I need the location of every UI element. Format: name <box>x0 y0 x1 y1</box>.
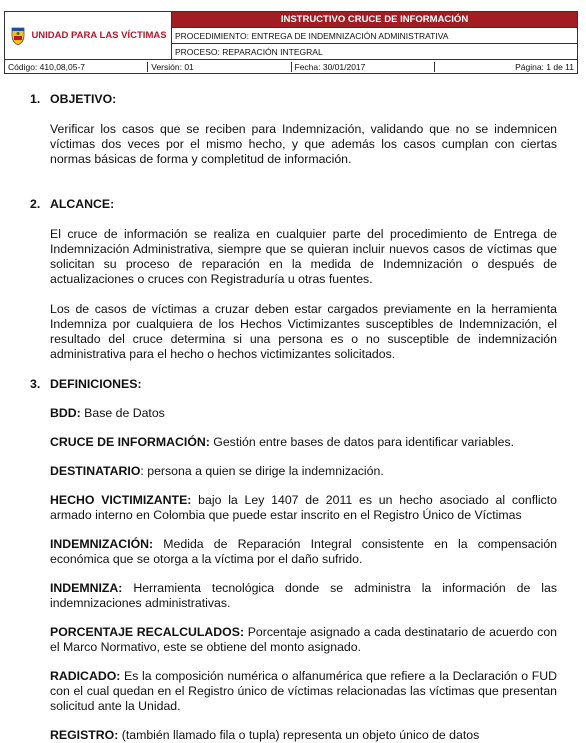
colombia-coat-of-arms-icon <box>9 26 27 46</box>
alcance-paragraph-2: Los de casos de víctimas a cruzar deben estar cargados previamente en la herramienta Indemniza por cualquiera de los Hechos Victimizantes susceptibles de Indemnización, el resultado del cruce determina si una persona es o no susceptible de indemnización administrativa para el hecho o hechos victimizantes solicitados. <box>50 302 557 361</box>
meta-row <box>5 60 578 74</box>
definition-item: DESTINATARIO: persona a quien se dirige la indemnización. <box>50 464 384 478</box>
definition-item: HECHO VICTIMIZANTE: bajo la Ley 1407 de 2011 es un hecho asociado al conflicto armado interno en Colombia que puede estar inscrito en el Registro Único de Víctimas <box>50 493 557 522</box>
procedimiento-line: PROCEDIMIENTO: ENTREGA DE INDEMNIZACIÓN ADMINISTRATIVA <box>172 28 578 44</box>
definition-item: PORCENTAJE RECALCULADOS: Porcentaje asignado a cada destinatario de acuerdo con el Marco Normativo, este se obtiene del monto asignado. <box>50 625 558 654</box>
section-heading-definiciones: 3. DEFINICIONES: <box>30 377 142 391</box>
section-heading-objetivo: 1. OBJETIVO: <box>30 92 117 106</box>
logo-cell <box>5 12 172 60</box>
definition-item: CRUCE DE INFORMACIÓN: Gestión entre bases de datos para identificar variables. <box>50 435 515 449</box>
section-heading-alcance: 2. ALCANCE: <box>30 197 115 211</box>
definition-item: RADICADO: Es la composición numérica o alfanumérica que refiere a la Declaración o FUD con el cual quedan en el Registro único de víctimas relacionadas las víctimas que presentan solicitud ante la Unidad. <box>50 669 557 713</box>
logo-text: UNIDAD PARA LAS VÍCTIMAS <box>31 30 167 41</box>
fecha: Fecha: 30/01/2017 <box>292 62 435 72</box>
objetivo-text: Verificar los casos que se reciben para Indemnización, validando que no se indemnicen víctimas dos veces por el mismo hecho, y que además los casos cumplan con ciertas normas básicas de forma y completitud de información. <box>50 122 557 166</box>
alcance-paragraph-1: El cruce de información se realiza en cualquier parte del procedimiento de Entrega de Indemnización Administrativa, siempre que se quieran incluir nuevos casos de víctimas que solicitan su proceso de reparación en la medida de Indemnización o después de actualizaciones o cruces con Registraduría u otras fuentes. <box>50 227 557 286</box>
codigo: Código: 410,08,05-7 <box>5 62 148 72</box>
pagina: Página: 1 de 11 <box>515 61 574 72</box>
version: Versión: 01 <box>148 62 291 72</box>
document-body <box>30 92 557 743</box>
definition-item: INDEMNIZA: Herramienta tecnológica donde se administra la información de las indemnizaciones administrativas. <box>50 581 557 610</box>
proceso-line: PROCESO: REPARACIÓN INTEGRAL <box>172 44 578 60</box>
definition-item: REGISTRO: (también llamado fila o tupla) representa un objeto único de datos <box>50 728 480 742</box>
definition-item: INDEMNIZACIÓN: Medida de Reparación Integral consistente en la compensación económica que se otorga a la víctima por el daño sufrido. <box>50 537 557 566</box>
document-header <box>4 11 578 74</box>
definition-item: BDD: Base de Datos <box>50 406 165 420</box>
document-title: INSTRUCTIVO CRUCE DE INFORMACIÓN <box>172 12 578 28</box>
